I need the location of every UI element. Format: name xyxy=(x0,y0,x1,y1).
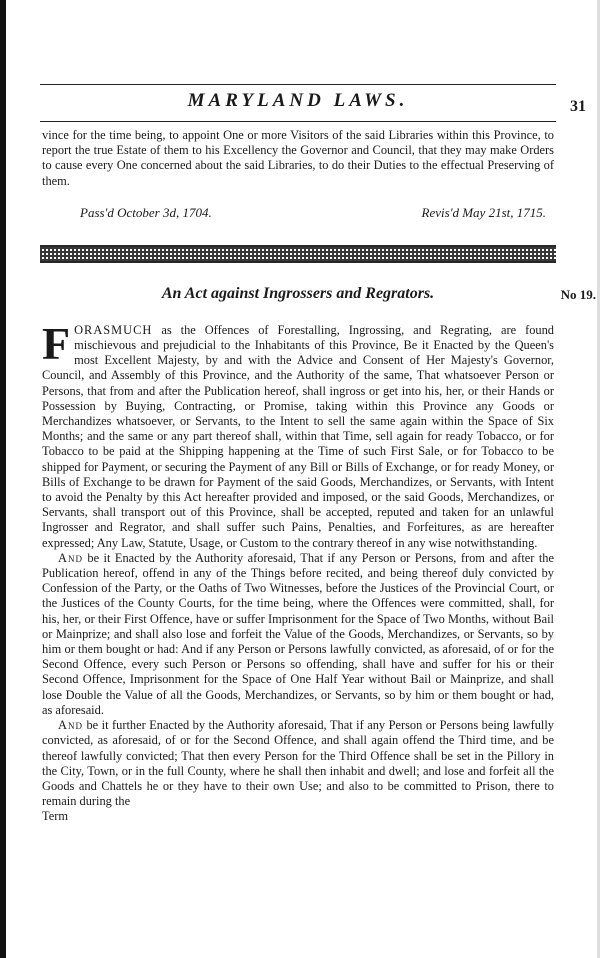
act-title: An Act against Ingrossers and Regrators. xyxy=(161,284,435,302)
paragraph-1-text: as the Offences of Forestalling, Ingrossing, and Regrating, are found mischievous and prejudicial to the Inhabitants of this Province, Be it Enacted by the Queen's most Excellent Majesty, by and with the Advice and Consent of Her Majesty's Governor, Council, and Assembly of this Province, and the Authority of the same, That whatsoever Person or Persons, that from and after the Publication hereof, shall ingross or get into his, her, or their Hands or Possession by Buying, Contracting, or Promise, taking within this Province any Goods or Merchandizes whatsoever, or Servants, to the Intent to sell the same again within the Space of Six Months; and the same or any part thereof shall, within that Time, sell again for ready Tobacco, or for Tobacco to be paid at the Shipping happening at the Time of such First Sale, or for Tobacco to be shipped for Payment, or securing the Payment of any Bill or Bills of Exchange, or for ready Money, or Bills of Exchange to be drawn for Payment of the said Goods, Merchandizes, or Servants, with Intent to avoid the Penalty by this Act hereafter provided and imposed, or the said Goods, Merchandizes, or Servants, shall transport out of this Province, shall be accepted, reputed and taken for an unlawful Ingrosser and Regrator, and shall suffer such Pains, Penalties, and Forfeitures, as are hereafter expressed; Any Law, Statute, Usage, or Custom to the contrary thereof in any wise notwithstanding. xyxy=(42,322,554,550)
running-head xyxy=(40,84,586,122)
drop-cap: F xyxy=(42,317,71,369)
running-title: MARYLAND LAWS. xyxy=(187,90,409,111)
paragraph-3-text: be it further Enacted by the Authority aforesaid, That if any Person or Persons being lawfully convicted, as aforesaid, of or for the Second Offence, and shall again offend the Third time, and be thereof lawfully convicted; That then every Person for the Third Offence shall be set in the Pillory in the City, Town, or in the full County, where he shall then inhabit and dwell; and lose and forfeit all the Goods and Chattels he or they have to their own Use; and also to be committed to Prison, there to remain during the xyxy=(42,718,554,809)
act-number: No 19. xyxy=(560,286,596,302)
enactment-dates xyxy=(40,205,556,229)
paragraph-1-lead: ORASMUCH xyxy=(74,322,153,337)
revised-date: Revis'd May 21st, 1715. xyxy=(421,204,546,220)
document-page xyxy=(40,84,596,825)
paragraph-3 xyxy=(40,718,556,809)
act-heading xyxy=(40,284,596,311)
paragraph-1 xyxy=(40,317,556,551)
page-number: 31 xyxy=(570,98,586,115)
paragraph-2-lead: And xyxy=(58,550,83,565)
paragraph-3-lead: And xyxy=(58,718,83,733)
paragraph-2-text: be it Enacted by the Authority aforesaid, That if any Person or Persons, from and after the Publication hereof, offend in any of the Things before recited, and being thereof duly convicted by Confession of the Party, or the Oaths of Two Witnesses, before the Justices of the Provincial Court, or the Justices of the County Courts, for the time being, where the Offences were committed, shall, for his, her, or their First Offence, have or suffer Imprisonment for the Space of Two Months, without Bail or Mainprize; and shall also lose and forfeit the Value of the Goods, Merchandizes, or Servants, so by him or them bought or had: And if any Person or Persons lawfully convicted, as aforesaid, of or for the Second Offence, every such Person or Persons so offending, shall have and suffer for his or their Second Offence, Imprisonment for the Space of One Half Year without Bail or Mainprize, and shall lose Double the Value of all the Goods, Merchandizes, or Servants, so by him or them bought or had, as aforesaid. xyxy=(42,550,554,717)
paragraph-2 xyxy=(40,551,556,718)
continuation-paragraph: vince for the time being, to appoint One or more Visitors of the said Libraries within this Province, to report the true Estate of them to his Excellency the Governor and Council, that they may make Orders to cause every One concerned about the said Libraries, to do their Duties to the effectual Preserving of them. xyxy=(42,128,554,188)
passed-date: Pass'd October 3d, 1704. xyxy=(80,204,212,220)
catchword: Term xyxy=(42,809,68,824)
scan-edge xyxy=(0,0,6,958)
ornamental-divider xyxy=(40,245,556,263)
